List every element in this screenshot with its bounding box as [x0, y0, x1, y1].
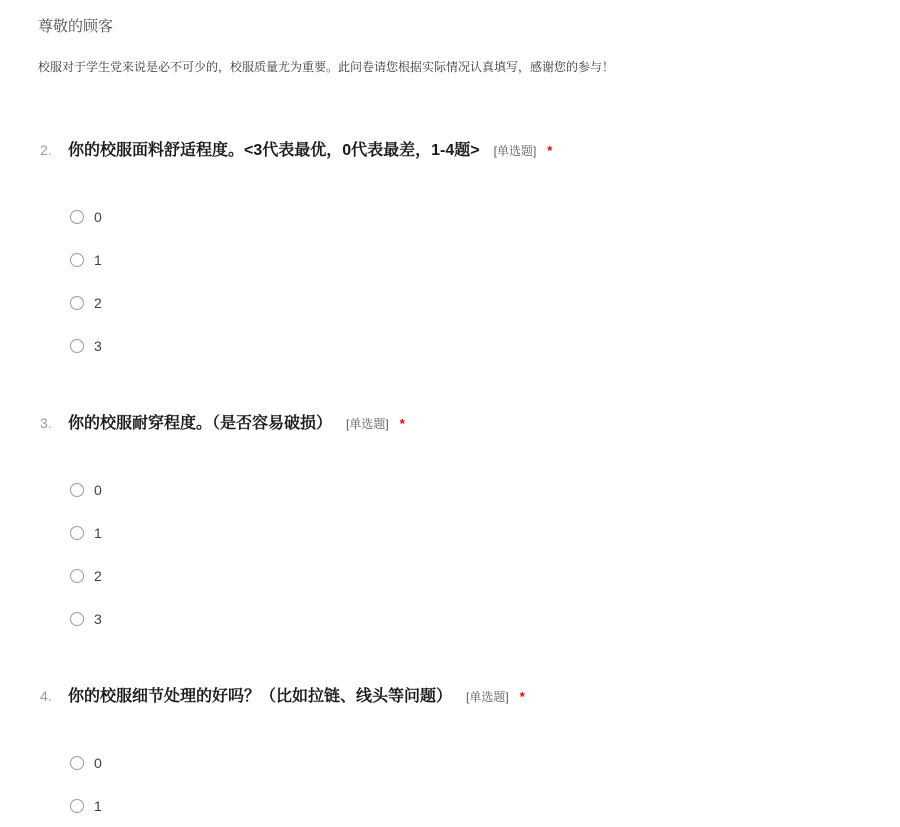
- question-title: 你的校服面料舒适程度。<3代表最优，0代表最差，1-4题>: [68, 142, 480, 159]
- radio-option-label: 1: [94, 797, 102, 814]
- required-asterisk: *: [399, 416, 405, 431]
- radio-option[interactable]: [70, 238, 900, 281]
- radio-button-icon[interactable]: [70, 526, 84, 540]
- radio-button-icon[interactable]: [70, 339, 84, 353]
- radio-option[interactable]: [70, 195, 900, 238]
- question-header: [38, 683, 900, 705]
- question: [38, 683, 900, 827]
- question: [38, 410, 900, 640]
- question-number: 3.: [40, 415, 52, 431]
- radio-option-label: 2: [94, 294, 102, 311]
- radio-option[interactable]: [70, 324, 900, 367]
- survey-description: 校服对于学生党来说是必不可少的，校服质量尤为重要。此问卷请您根据实际情况认真填写，感谢您的参与！: [38, 60, 615, 74]
- radio-option[interactable]: [70, 281, 900, 324]
- question-type-tag: [单选题]: [493, 144, 537, 158]
- question-header: [38, 137, 900, 159]
- radio-option-label: 1: [94, 524, 102, 541]
- radio-button-icon[interactable]: [70, 210, 84, 224]
- question-number: 2.: [40, 142, 52, 158]
- radio-option-label: 3: [94, 337, 102, 354]
- radio-option[interactable]: [70, 554, 900, 597]
- radio-button-icon[interactable]: [70, 253, 84, 267]
- radio-option[interactable]: [70, 741, 900, 784]
- radio-option[interactable]: [70, 511, 900, 554]
- question-type-tag: [单选题]: [346, 417, 389, 431]
- required-asterisk: *: [519, 689, 525, 704]
- radio-option[interactable]: [70, 784, 900, 827]
- radio-button-icon[interactable]: [70, 756, 84, 770]
- radio-button-icon[interactable]: [70, 569, 84, 583]
- required-asterisk: *: [547, 143, 553, 158]
- option-list: [70, 468, 900, 640]
- radio-option-label: 0: [94, 208, 102, 225]
- question-title: 你的校服细节处理的好吗？（比如拉链、线头等问题）: [68, 688, 453, 705]
- question-type-tag: [单选题]: [466, 690, 509, 704]
- question-number: 4.: [40, 688, 52, 704]
- option-list: [70, 741, 900, 827]
- radio-button-icon[interactable]: [70, 483, 84, 497]
- radio-option-label: 1: [94, 251, 102, 268]
- question-list: [38, 137, 900, 827]
- survey-title: 尊敬的顾客: [38, 18, 114, 35]
- radio-button-icon[interactable]: [70, 799, 84, 813]
- option-list: [70, 195, 900, 367]
- radio-button-icon[interactable]: [70, 296, 84, 310]
- radio-option-label: 3: [94, 610, 102, 627]
- radio-option[interactable]: [70, 597, 900, 640]
- radio-option-label: 0: [94, 481, 102, 498]
- radio-button-icon[interactable]: [70, 612, 84, 626]
- question-title: 你的校服耐穿程度。（是否容易破损）: [68, 415, 333, 432]
- radio-option[interactable]: [70, 468, 900, 511]
- question: [38, 137, 900, 367]
- question-header: [38, 410, 900, 432]
- radio-option-label: 0: [94, 754, 102, 771]
- radio-option-label: 2: [94, 567, 102, 584]
